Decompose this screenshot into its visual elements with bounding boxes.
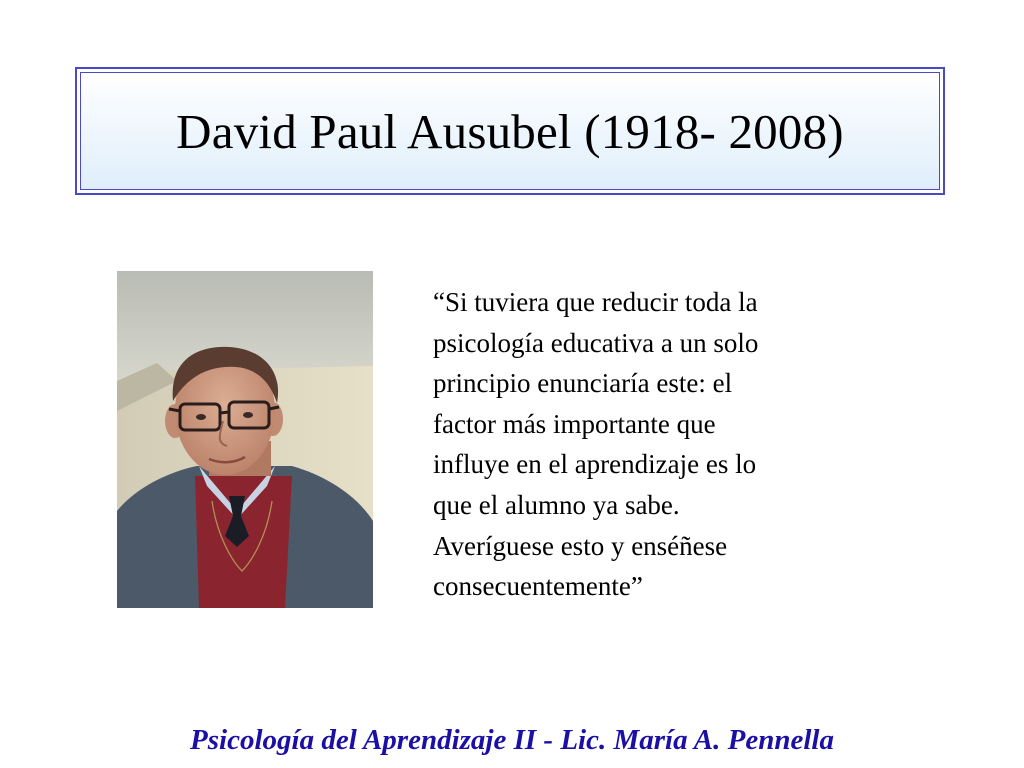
slide-footer: Psicología del Aprendizaje II - Lic. María A. Pennella [190, 724, 834, 756]
slide-title: David Paul Ausubel (1918- 2008) [176, 103, 844, 159]
quote-text [433, 282, 903, 607]
quote-line: “Si tuviera que reducir toda la [433, 287, 758, 317]
quote-line: principio enunciaría este: el [433, 368, 733, 399]
quote-line: influye en el aprendizaje es lo [433, 449, 757, 480]
title-box-inner [80, 72, 940, 190]
quote-line: consecuentemente” [433, 571, 643, 602]
quote-line: factor más importante que [433, 408, 716, 439]
portrait-photo [117, 271, 373, 608]
quote-line: que el alumno ya sabe. [433, 489, 680, 520]
quote-line: psicología educativa a un solo [433, 327, 759, 358]
quote-line: Averíguese esto y enséñese [433, 530, 728, 561]
title-box [75, 67, 945, 195]
